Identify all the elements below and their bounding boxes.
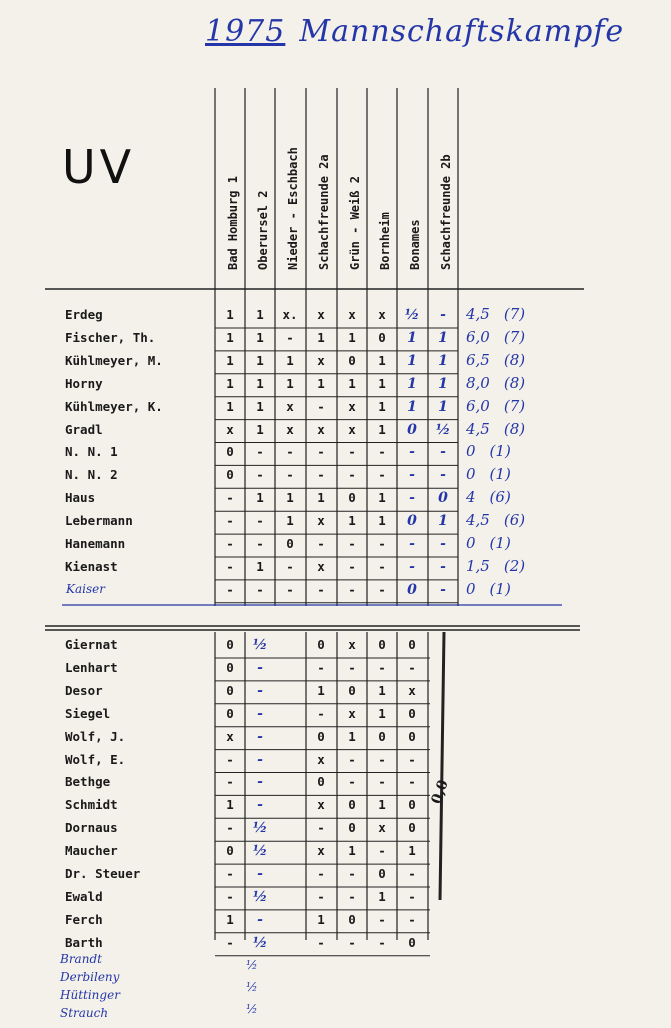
- games-count: (1): [489, 442, 511, 461]
- total-points: 4,5: [466, 305, 490, 323]
- total-points: 0: [466, 534, 476, 552]
- result-cell: -: [256, 513, 264, 529]
- result-cell: 0: [317, 774, 325, 790]
- player-name: Kaiser: [66, 581, 105, 596]
- result-cell: 0: [348, 490, 356, 506]
- result-cell: 0: [378, 866, 386, 881]
- result-cell: x: [378, 307, 386, 322]
- result-cell: -: [317, 536, 325, 551]
- result-cell: 0: [226, 682, 234, 698]
- result-cell: -: [226, 888, 234, 904]
- result-cell: -: [348, 659, 356, 675]
- result-cell: -: [378, 536, 386, 551]
- player-name: Fischer, Th.: [65, 329, 156, 345]
- result-cell: x: [348, 421, 356, 437]
- player-name: Kühlmeyer, K.: [65, 398, 163, 414]
- result-cell: -: [378, 843, 386, 859]
- column-header: Oberursel 2: [256, 190, 270, 270]
- player-name: Ferch: [65, 911, 103, 927]
- result-cell: 1: [256, 375, 264, 391]
- games-count: (2): [503, 556, 526, 575]
- column-header: Nieder - Eschbach: [286, 147, 300, 270]
- result-cell: 0: [226, 444, 234, 460]
- handwritten-half: ½: [246, 958, 258, 972]
- player-name: Maucher: [65, 843, 118, 859]
- result-cell: x: [317, 797, 325, 813]
- result-cell: -: [408, 888, 416, 904]
- result-cell: 1: [317, 375, 325, 391]
- result-cell: x: [286, 398, 294, 414]
- result-cell: 0: [348, 352, 356, 368]
- result-cell: x: [317, 352, 325, 368]
- player-name: Erdeg: [65, 307, 103, 322]
- result-cell: -: [226, 934, 234, 950]
- games-count: (8): [503, 419, 526, 438]
- result-cell: -: [317, 581, 325, 597]
- handwritten-half: ½: [246, 980, 258, 994]
- result-cell: x: [317, 751, 325, 767]
- result-cell: 1: [317, 329, 325, 345]
- result-cell: -: [348, 888, 356, 904]
- result-cell: -: [408, 751, 416, 767]
- player-name: Siegel: [65, 705, 111, 721]
- result-cell: ½: [252, 888, 268, 905]
- total-points: 4: [466, 488, 476, 507]
- result-cell: 1: [256, 398, 264, 414]
- result-cell: 0: [408, 637, 416, 652]
- result-cell: 1: [286, 513, 294, 529]
- result-cell: 1: [378, 398, 386, 414]
- result-cell: -: [226, 581, 234, 597]
- result-cell: 1: [286, 352, 294, 368]
- handwritten-name: Derbileny: [60, 970, 120, 984]
- result-cell: 1: [438, 398, 448, 415]
- result-cell: x: [348, 637, 356, 652]
- result-cell: 0: [226, 637, 234, 652]
- player-name: Schmidt: [65, 797, 118, 813]
- total-points: 0: [466, 442, 476, 461]
- result-cell: ½: [252, 934, 268, 951]
- result-cell: x: [378, 820, 386, 836]
- result-cell: -: [317, 659, 325, 675]
- result-cell: -: [317, 467, 325, 483]
- bottom-note: 0,0: [428, 777, 452, 807]
- total-points: 6,5: [466, 350, 490, 369]
- result-cell: 1: [286, 490, 294, 506]
- games-count: (7): [503, 327, 526, 346]
- result-cell: 1: [408, 843, 416, 859]
- result-cell: -: [348, 934, 356, 950]
- result-cell: -: [226, 866, 234, 881]
- result-cell: 1: [348, 375, 356, 391]
- result-cell: 1: [256, 329, 264, 345]
- result-cell: -: [348, 467, 356, 483]
- result-cell: 1: [317, 490, 325, 506]
- result-cell: 0: [286, 536, 294, 551]
- result-cell: ½: [435, 421, 451, 438]
- result-cell: 1: [378, 375, 386, 391]
- result-cell: 1: [438, 329, 448, 346]
- total-points: 4,5: [466, 419, 490, 438]
- total-points: 6,0: [466, 327, 490, 346]
- result-cell: 1: [256, 421, 264, 437]
- handwritten-name: Brandt: [60, 952, 102, 966]
- result-cell: -: [286, 581, 294, 597]
- result-cell: -: [348, 536, 356, 551]
- result-cell: -: [257, 682, 263, 699]
- result-cell: x: [317, 307, 325, 322]
- result-cell: 1: [226, 398, 234, 414]
- result-cell: 0: [407, 581, 417, 598]
- result-cell: x.: [282, 307, 298, 322]
- games-count: (8): [503, 350, 526, 369]
- result-cell: -: [257, 728, 263, 745]
- result-cell: -: [348, 751, 356, 767]
- result-cell: 0: [348, 820, 356, 836]
- result-cell: -: [256, 581, 264, 597]
- player-total: [466, 442, 511, 460]
- result-cell: -: [226, 558, 234, 574]
- handwritten-name: Hüttinger: [60, 988, 120, 1002]
- result-cell: 1: [378, 352, 386, 368]
- result-cell: -: [408, 659, 416, 675]
- games-count: (8): [503, 373, 526, 392]
- player-name: Ewald: [65, 888, 103, 904]
- player-total: [466, 534, 511, 552]
- result-cell: 0: [317, 728, 325, 744]
- column-header: Bad Homburg 1: [226, 176, 240, 270]
- player-name: Wolf, E.: [65, 751, 126, 767]
- result-cell: -: [409, 490, 415, 507]
- player-name: N. N. 1: [65, 444, 118, 460]
- player-total: [466, 305, 525, 323]
- result-cell: 0: [408, 728, 416, 744]
- result-cell: -: [378, 911, 386, 927]
- result-cell: -: [409, 467, 415, 484]
- result-cell: 0: [348, 682, 356, 698]
- total-points: 4,5: [466, 511, 490, 530]
- column-header: Bonames: [408, 219, 422, 270]
- result-cell: 0: [378, 728, 386, 744]
- player-total: [466, 328, 525, 346]
- heading-title: Mannschaftskampfe: [299, 14, 625, 49]
- handwritten-half: ½: [246, 1002, 258, 1016]
- player-name: Dr. Steuer: [65, 866, 141, 881]
- result-cell: x: [226, 728, 234, 744]
- result-cell: 1: [378, 490, 386, 506]
- result-cell: 1: [256, 558, 264, 574]
- result-cell: 0: [348, 797, 356, 813]
- result-cell: -: [257, 797, 263, 814]
- player-total: [466, 511, 525, 529]
- result-cell: 1: [317, 682, 325, 698]
- result-cell: 0: [407, 513, 417, 530]
- player-total: [466, 420, 525, 438]
- player-total: [466, 488, 511, 506]
- result-cell: 1: [378, 513, 386, 529]
- result-cell: -: [286, 444, 294, 460]
- result-cell: 1: [226, 352, 234, 368]
- result-cell: 0: [438, 490, 448, 507]
- result-cell: 1: [226, 375, 234, 391]
- result-cell: 1: [226, 911, 234, 927]
- result-cell: 0: [226, 843, 234, 859]
- result-cell: x: [408, 682, 416, 698]
- result-cell: x: [348, 307, 356, 322]
- result-cell: 1: [348, 329, 356, 345]
- result-cell: x: [348, 705, 356, 721]
- games-count: (6): [503, 511, 526, 530]
- player-total: [466, 465, 511, 483]
- result-cell: -: [317, 444, 325, 460]
- games-count: (7): [503, 396, 526, 415]
- result-cell: 1: [348, 728, 356, 744]
- result-cell: 0: [226, 467, 234, 483]
- result-cell: 1: [256, 352, 264, 368]
- result-cell: -: [286, 329, 294, 345]
- result-cell: -: [378, 934, 386, 950]
- result-cell: 1: [226, 329, 234, 345]
- result-cell: -: [348, 774, 356, 790]
- bonames-bar: [440, 632, 444, 900]
- result-cell: 1: [438, 375, 448, 392]
- result-cell: -: [440, 467, 446, 484]
- player-total: [466, 557, 525, 575]
- result-cell: 0: [226, 705, 234, 721]
- games-count: (1): [489, 465, 511, 484]
- player-name: Gradl: [65, 421, 103, 437]
- player-name: Haus: [65, 490, 96, 506]
- result-cell: -: [378, 581, 386, 597]
- result-cell: 1: [407, 398, 417, 415]
- result-cell: -: [317, 705, 325, 721]
- result-cell: 1: [407, 329, 417, 346]
- result-cell: 0: [407, 421, 417, 438]
- result-cell: -: [348, 581, 356, 597]
- result-cell: 1: [378, 705, 386, 721]
- section-label: UV: [62, 140, 136, 194]
- result-cell: -: [286, 558, 294, 574]
- result-cell: 1: [256, 307, 264, 322]
- player-total: [466, 580, 511, 598]
- result-cell: -: [440, 581, 446, 598]
- player-name: Bethge: [65, 774, 111, 790]
- result-cell: 1: [256, 490, 264, 506]
- result-cell: -: [256, 536, 264, 551]
- result-cell: -: [256, 444, 264, 460]
- player-name: Giernat: [65, 637, 118, 652]
- player-name: Dornaus: [65, 820, 118, 836]
- result-cell: -: [378, 444, 386, 460]
- result-cell: -: [348, 866, 356, 881]
- result-cell: -: [409, 536, 415, 552]
- player-name: Hanemann: [65, 536, 126, 551]
- result-cell: x: [317, 513, 325, 529]
- player-name: Lebermann: [65, 513, 133, 529]
- result-cell: -: [348, 558, 356, 574]
- result-cell: 0: [378, 637, 386, 652]
- column-header: Grün - Weiß 2: [348, 176, 362, 270]
- result-cell: 1: [438, 513, 448, 530]
- result-cell: 1: [438, 352, 448, 369]
- result-cell: -: [409, 444, 415, 461]
- total-points: 0: [466, 579, 476, 598]
- result-cell: -: [257, 751, 263, 768]
- result-cell: x: [348, 398, 356, 414]
- result-cell: ½: [252, 637, 268, 653]
- player-total: [466, 374, 525, 392]
- result-cell: x: [226, 421, 234, 437]
- result-cell: -: [440, 558, 446, 575]
- result-cell: 0: [408, 797, 416, 813]
- result-cell: 0: [408, 934, 416, 950]
- result-cell: -: [226, 536, 234, 551]
- result-cell: -: [226, 820, 234, 836]
- result-cell: 1: [407, 375, 417, 392]
- column-header: Schachfreunde 2a: [317, 154, 331, 270]
- result-cell: 0: [408, 820, 416, 836]
- result-cell: x: [286, 421, 294, 437]
- result-cell: -: [440, 307, 446, 323]
- games-count: (1): [489, 579, 511, 598]
- result-cell: 1: [378, 888, 386, 904]
- result-cell: -: [378, 558, 386, 574]
- player-name: N. N. 2: [65, 467, 118, 483]
- result-cell: -: [257, 774, 263, 791]
- total-points: 0: [466, 465, 476, 484]
- result-cell: -: [256, 467, 264, 483]
- result-cell: ½: [252, 820, 268, 837]
- result-cell: 1: [378, 797, 386, 813]
- result-cell: -: [317, 934, 325, 950]
- result-cell: -: [408, 774, 416, 790]
- result-cell: 0: [348, 911, 356, 927]
- result-cell: -: [378, 659, 386, 675]
- result-cell: 0: [226, 659, 234, 675]
- handwritten-name: Strauch: [60, 1006, 109, 1020]
- result-cell: 1: [317, 911, 325, 927]
- result-cell: x: [317, 843, 325, 859]
- result-cell: 1: [378, 682, 386, 698]
- result-cell: -: [378, 467, 386, 483]
- result-cell: -: [348, 444, 356, 460]
- result-cell: 0: [408, 705, 416, 721]
- result-cell: 0: [378, 329, 386, 345]
- column-header: Bornheim: [378, 212, 392, 270]
- player-total: [466, 397, 525, 415]
- column-header: Schachfreunde 2b: [439, 154, 453, 270]
- result-cell: 1: [286, 375, 294, 391]
- player-total: [466, 351, 525, 369]
- result-cell: -: [378, 774, 386, 790]
- result-cell: -: [408, 866, 416, 881]
- games-count: (1): [489, 534, 511, 552]
- result-cell: -: [317, 888, 325, 904]
- result-cell: ½: [404, 307, 420, 323]
- player-name: Desor: [65, 682, 103, 698]
- total-points: 1,5: [466, 556, 490, 575]
- result-cell: -: [226, 774, 234, 790]
- result-cell: -: [257, 911, 263, 928]
- result-cell: 1: [226, 797, 234, 813]
- player-name: Kühlmeyer, M.: [65, 352, 163, 368]
- result-cell: -: [409, 558, 415, 575]
- result-cell: -: [226, 490, 234, 506]
- player-name: Wolf, J.: [65, 728, 126, 744]
- player-name: Barth: [65, 934, 103, 950]
- player-name: Horny: [65, 375, 103, 391]
- result-cell: 1: [226, 307, 234, 322]
- result-cell: -: [257, 866, 263, 882]
- total-points: 6,0: [466, 396, 490, 415]
- player-name: Lenhart: [65, 659, 118, 675]
- result-cell: -: [286, 467, 294, 483]
- result-cell: 1: [378, 421, 386, 437]
- result-cell: 1: [348, 513, 356, 529]
- result-cell: -: [317, 820, 325, 836]
- result-cell: -: [226, 513, 234, 529]
- result-cell: -: [317, 866, 325, 881]
- result-cell: -: [257, 659, 263, 676]
- result-cell: -: [408, 911, 416, 927]
- result-cell: -: [440, 444, 446, 461]
- result-cell: -: [257, 705, 263, 722]
- result-cell: x: [317, 421, 325, 437]
- result-cell: -: [440, 536, 446, 552]
- result-cell: ½: [252, 843, 268, 860]
- games-count: (7): [503, 305, 526, 323]
- result-cell: x: [317, 558, 325, 574]
- total-points: 8,0: [466, 373, 490, 392]
- result-cell: -: [226, 751, 234, 767]
- result-cell: 0: [317, 637, 325, 652]
- result-cell: -: [317, 398, 325, 414]
- player-name: Kienast: [65, 558, 118, 574]
- result-cell: 1: [407, 352, 417, 369]
- heading-year: 1975: [205, 14, 286, 49]
- games-count: (6): [489, 488, 511, 507]
- result-cell: 1: [348, 843, 356, 859]
- result-cell: -: [378, 751, 386, 767]
